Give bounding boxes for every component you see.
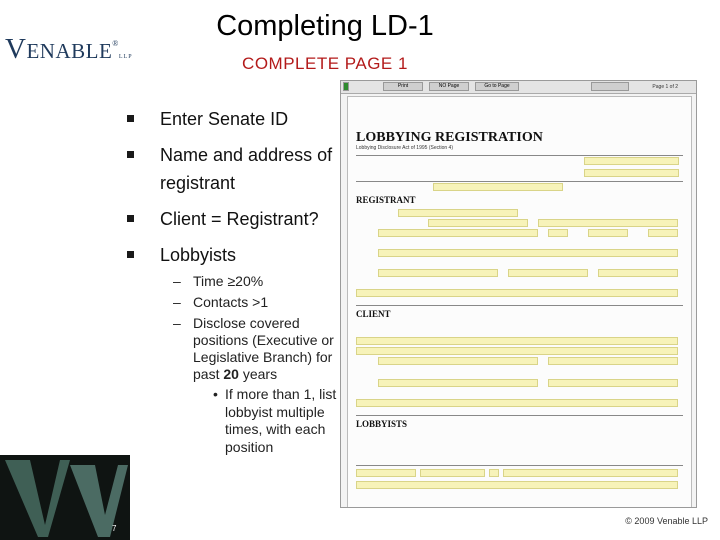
copyright-footer: © 2009 Venable LLP [625,516,708,526]
contact-name-field[interactable] [378,269,498,277]
divider [356,155,683,156]
client-name-field[interactable] [356,337,678,345]
disclose-years-count: 20 [223,366,239,382]
bullet-senate-id: Enter Senate ID [125,105,340,133]
sub-bullet-disclose [125,315,340,383]
registrant-business-field[interactable] [356,289,678,297]
house-id-field[interactable] [433,183,563,191]
dash-marker: – [173,315,181,331]
form-page [347,96,692,508]
sub-bullet-time-text: Time ≥20% [193,273,264,289]
contact-phone-field[interactable] [508,269,588,277]
sub-sub-bullet-multiple: • If more than 1, list lobbyist multiple times, with each position [125,386,340,456]
logo-initial: V [5,33,27,65]
bullet-name-address: Name and address of registrant [125,141,340,197]
no-page-button[interactable]: NO Page [429,82,469,91]
registrant-name-field[interactable] [398,209,518,217]
blank-button[interactable] [591,82,629,91]
sub-bullet-disclose-text [173,315,340,383]
venable-logo [5,33,133,66]
venable-v-decoration [0,455,130,540]
effective-date-field[interactable] [584,157,679,165]
slide-title: Completing LD-1 [216,10,434,42]
dash-marker: – [173,294,181,310]
bullet-lobbyists: Lobbyists [125,241,340,269]
senate-id-field[interactable] [584,169,679,177]
page-indicator: Page 1 of 2 [652,84,678,90]
page-number: 7 [112,524,117,533]
slide-subtitle: COMPLETE PAGE 1 [242,54,408,73]
client-principal-city-field[interactable] [378,379,538,387]
registrant-zip-field[interactable] [588,229,628,237]
logo-llp: LLP [118,54,133,60]
registrant-city-field[interactable] [378,229,538,237]
bullet-list [125,105,340,456]
client-business-field[interactable] [356,399,678,407]
registrant-heading: REGISTRANT [356,195,416,205]
dash-marker: – [173,273,181,289]
registrant-address-field[interactable] [428,219,528,227]
registrant-address2-field[interactable] [538,219,678,227]
divider [356,181,683,182]
lobbyist-row-2-field[interactable] [356,481,678,489]
contact-email-field[interactable] [598,269,678,277]
client-city-field[interactable] [378,357,538,365]
divider [356,465,683,466]
app-icon [343,82,349,91]
covered-position-field[interactable] [503,469,678,477]
client-principal-state-field[interactable] [548,379,678,387]
print-button[interactable]: Print [383,82,423,91]
divider [356,305,683,306]
logo-registered-mark: ® [112,39,119,48]
registrant-country-field[interactable] [648,229,678,237]
divider [356,415,683,416]
disclose-text: Disclose covered positions (Executive or Legislative Branch) for past [193,315,334,382]
lobbyists-heading: LOBBYISTS [356,419,408,429]
form-screenshot [340,80,697,508]
bullet-client-registrant: Client = Registrant? [125,205,340,233]
principal-place-field[interactable] [378,249,678,257]
form-toolbar [341,81,696,94]
client-heading: CLIENT [356,309,391,319]
registrant-state-field[interactable] [548,229,568,237]
form-subtitle: Lobbying Disclosure Act of 1995 (Section 4) [356,145,453,151]
lobbyist-last-name-field[interactable] [420,469,485,477]
disclose-years-label: years [242,366,278,382]
sub-bullet-time [125,273,340,290]
form-title: LOBBYING REGISTRATION [356,130,543,145]
client-address-field[interactable] [356,347,678,355]
sub-bullet-contacts [125,294,340,311]
go-to-page-button[interactable]: Go to Page [475,82,519,91]
sub-bullet-contacts-text: Contacts >1 [193,294,269,310]
lobbyist-suffix-field[interactable] [489,469,499,477]
client-state-zip-field[interactable] [548,357,678,365]
logo-name: ENABLE [26,39,113,63]
lobbyist-first-name-field[interactable] [356,469,416,477]
